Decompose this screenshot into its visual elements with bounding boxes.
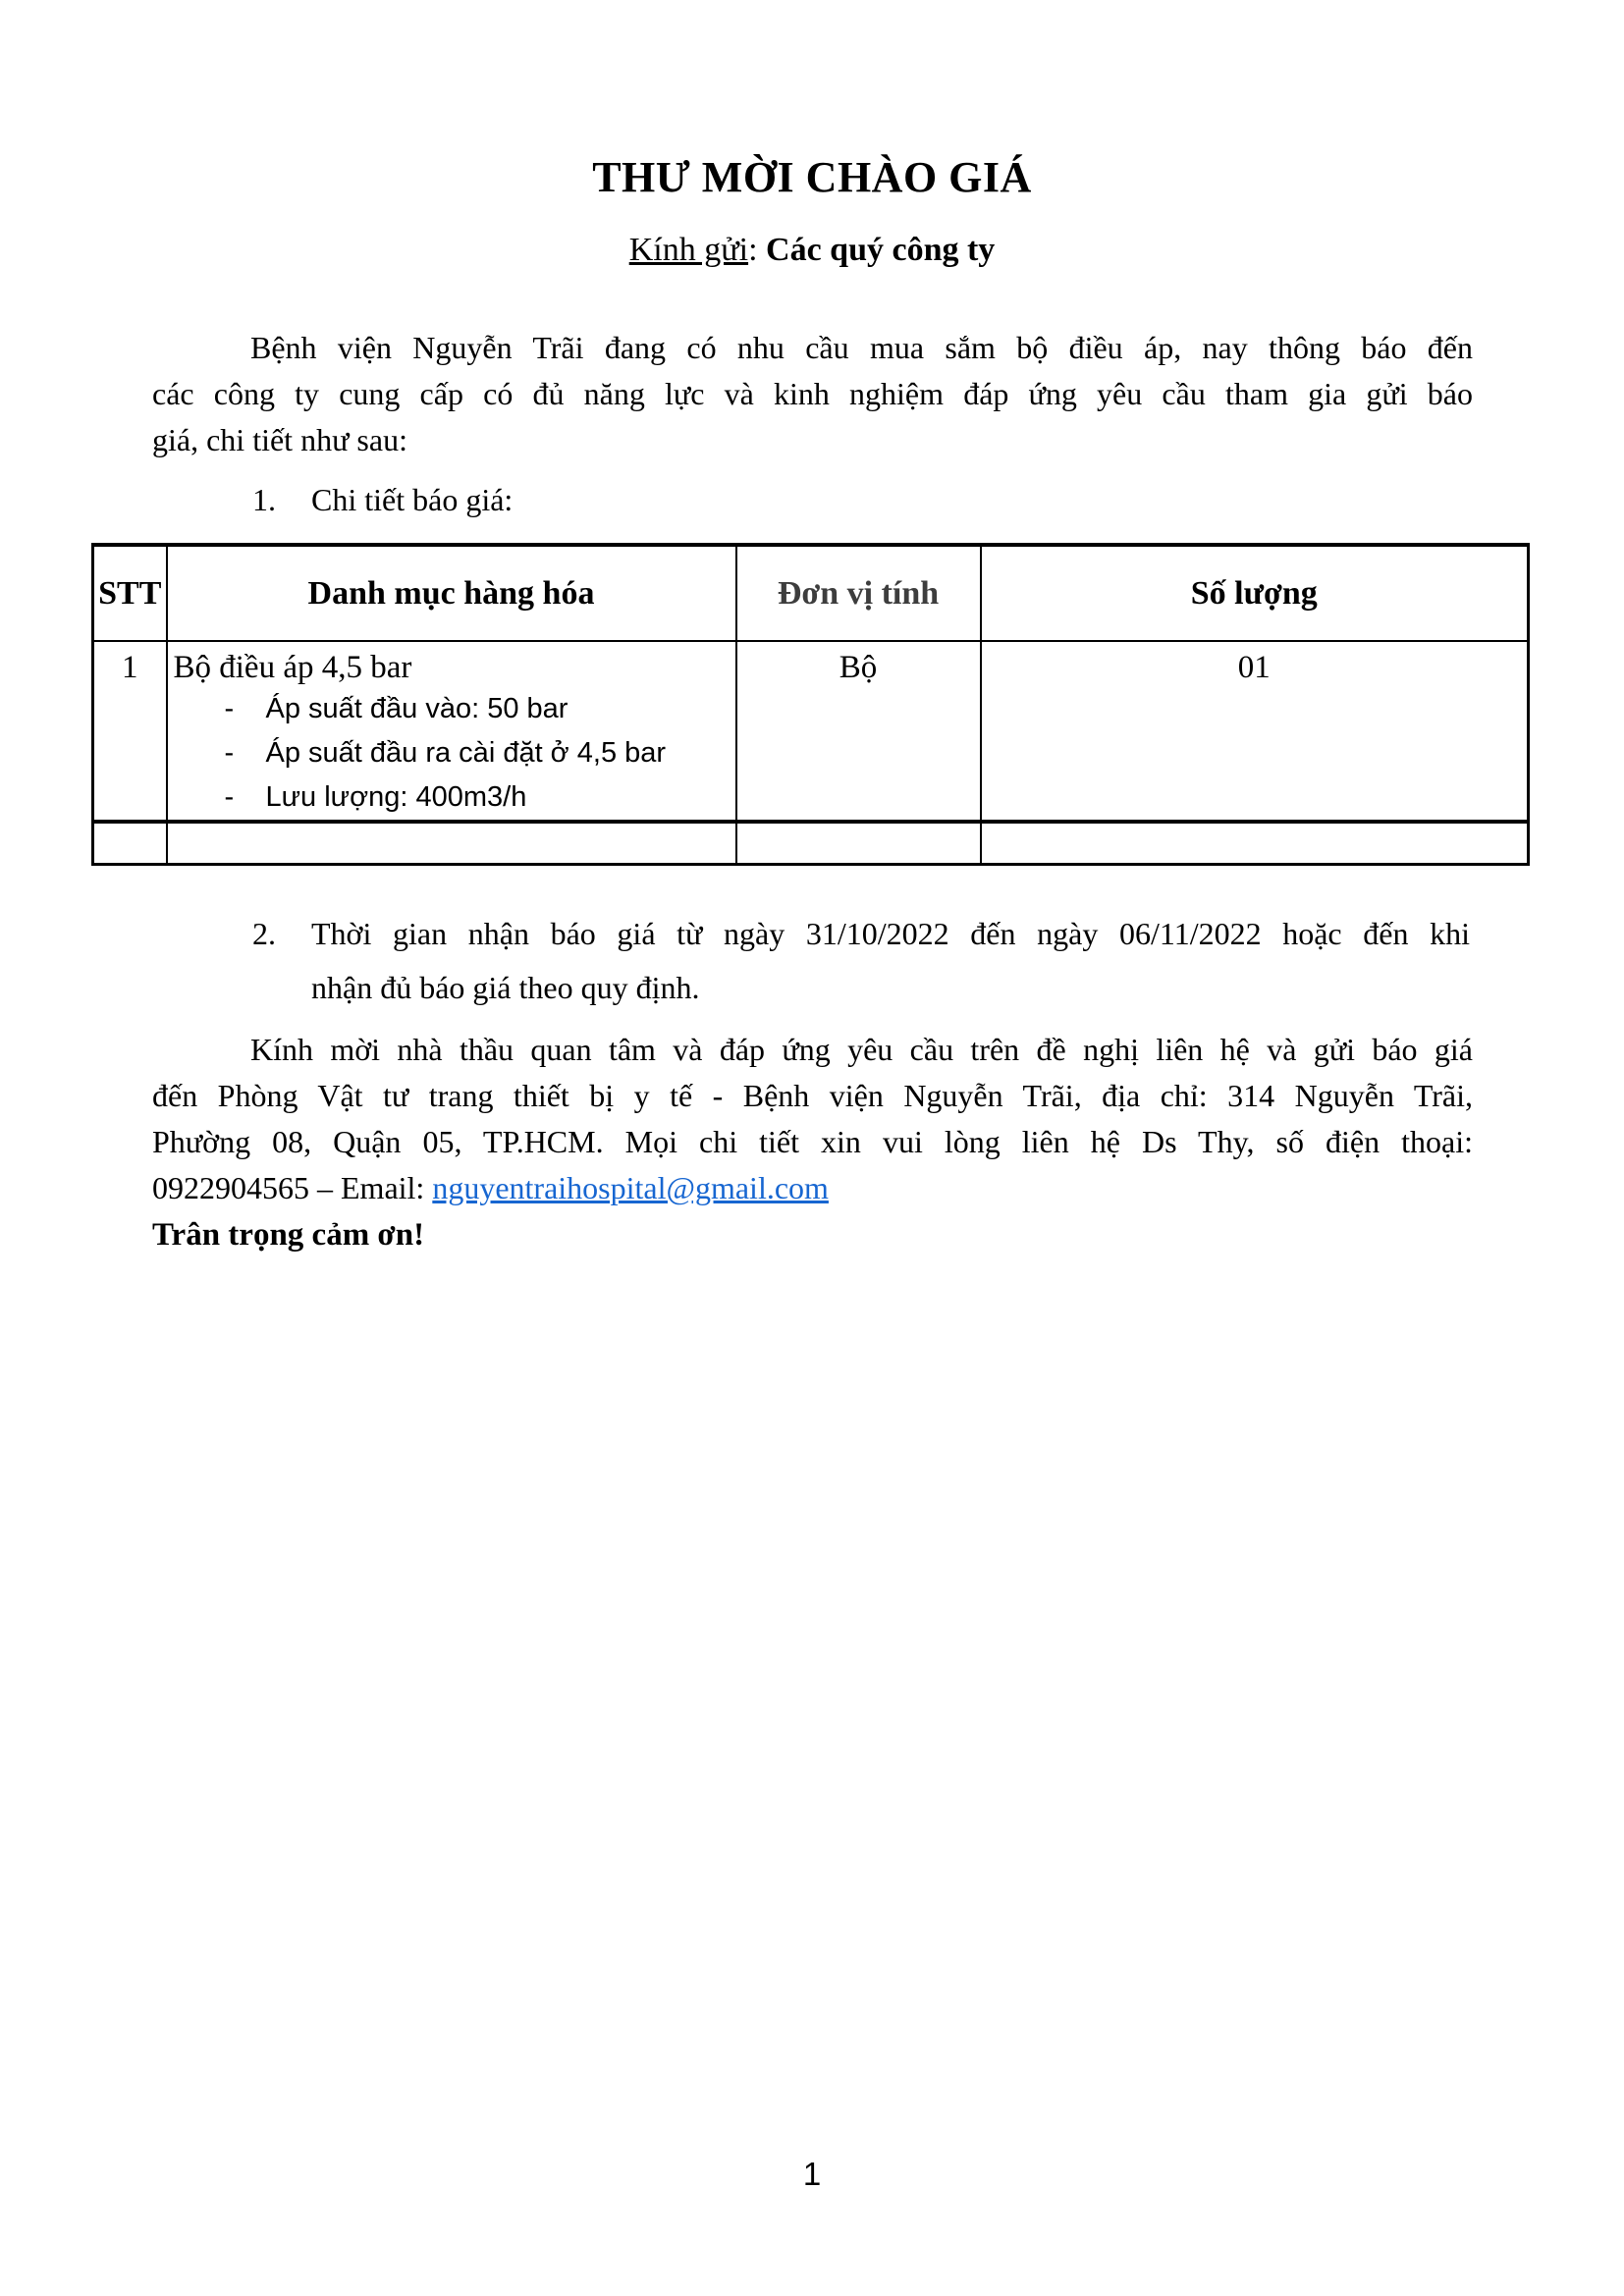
intro-paragraph: [152, 325, 1473, 463]
table-empty-row: [93, 822, 1529, 864]
table-row: [93, 641, 1529, 822]
contact-line: đến Phòng Vật tư trang thiết bị y tế - Bệnh viện Nguyễn Trãi, địa chỉ: 314 Nguyễn Trãi,: [152, 1078, 1473, 1113]
section-1-heading: [252, 477, 513, 523]
page-title: THƯ MỜI CHÀO GIÁ: [592, 153, 1032, 201]
intro-line: giá, chi tiết như sau:: [152, 422, 407, 457]
contact-line: Kính mời nhà thầu quan tâm và đáp ứng yêu cầu trên đề nghị liên hệ và gửi báo giá: [250, 1032, 1473, 1067]
cell-quantity: 01: [981, 641, 1529, 822]
item-spec-text: Áp suất đầu vào: 50 bar: [265, 693, 568, 724]
section-1-number: 1.: [252, 482, 276, 517]
dash-bullet: -: [224, 737, 235, 769]
header-unit: Đơn vị tính: [736, 545, 981, 641]
item-spec: [174, 731, 730, 775]
contact-email-line: [152, 1165, 1473, 1211]
page-number: 1: [802, 2156, 822, 2192]
table-header-row: [93, 545, 1529, 641]
salutation-line: [0, 232, 1624, 269]
contact-line: Phường 08, Quận 05, TP.HCM. Mọi chi tiết xin vui lòng liên hệ Ds Thy, số điện thoại:: [152, 1124, 1473, 1159]
item-spec: [174, 687, 730, 731]
empty-cell: [93, 822, 167, 864]
cell-stt: 1: [93, 641, 167, 822]
header-stt: STT: [93, 545, 167, 641]
salutation-separator: :: [748, 232, 767, 268]
empty-cell: [167, 822, 736, 864]
quote-details-table: [91, 543, 1530, 866]
closing-line: Trân trọng cảm ơn!: [152, 1217, 425, 1253]
item-spec-text: Lưu lượng: 400m3/h: [265, 781, 527, 813]
item-name: Bộ điều áp 4,5 bar: [173, 650, 412, 685]
empty-cell: [981, 822, 1529, 864]
dash-bullet: -: [224, 781, 235, 813]
contact-paragraph: [152, 1027, 1473, 1211]
empty-cell: [736, 822, 981, 864]
salutation-recipient: Các quý công ty: [766, 232, 996, 268]
email-link[interactable]: nguyentraihospital@gmail.com: [432, 1170, 829, 1205]
section-2-number: 2.: [252, 916, 276, 951]
cell-unit: Bộ: [736, 641, 981, 822]
phone-email-prefix: 0922904565 – Email:: [152, 1170, 433, 1205]
intro-line: các công ty cung cấp có đủ năng lực và kinh nghiệm đáp ứng yêu cầu tham gia gửi báo: [152, 376, 1473, 411]
header-quantity: Số lượng: [981, 545, 1529, 641]
header-item: Danh mục hàng hóa: [167, 545, 736, 641]
cell-item: [167, 641, 736, 822]
section-2-paragraph: [252, 907, 1470, 1015]
section-2-line: nhận đủ báo giá theo quy định.: [311, 970, 700, 1005]
item-spec: [174, 775, 730, 820]
section-2-line: Thời gian nhận báo giá từ ngày 31/10/2022 đến ngày 06/11/2022 hoặc đến khi: [311, 916, 1470, 951]
salutation-label: Kính gửi: [628, 232, 749, 268]
item-spec-text: Áp suất đầu ra cài đặt ở 4,5 bar: [265, 737, 667, 769]
section-1-label: Chi tiết báo giá:: [311, 482, 514, 517]
dash-bullet: -: [224, 693, 235, 724]
intro-line: Bệnh viện Nguyễn Trãi đang có nhu cầu mua sắm bộ điều áp, nay thông báo đến: [250, 330, 1473, 365]
